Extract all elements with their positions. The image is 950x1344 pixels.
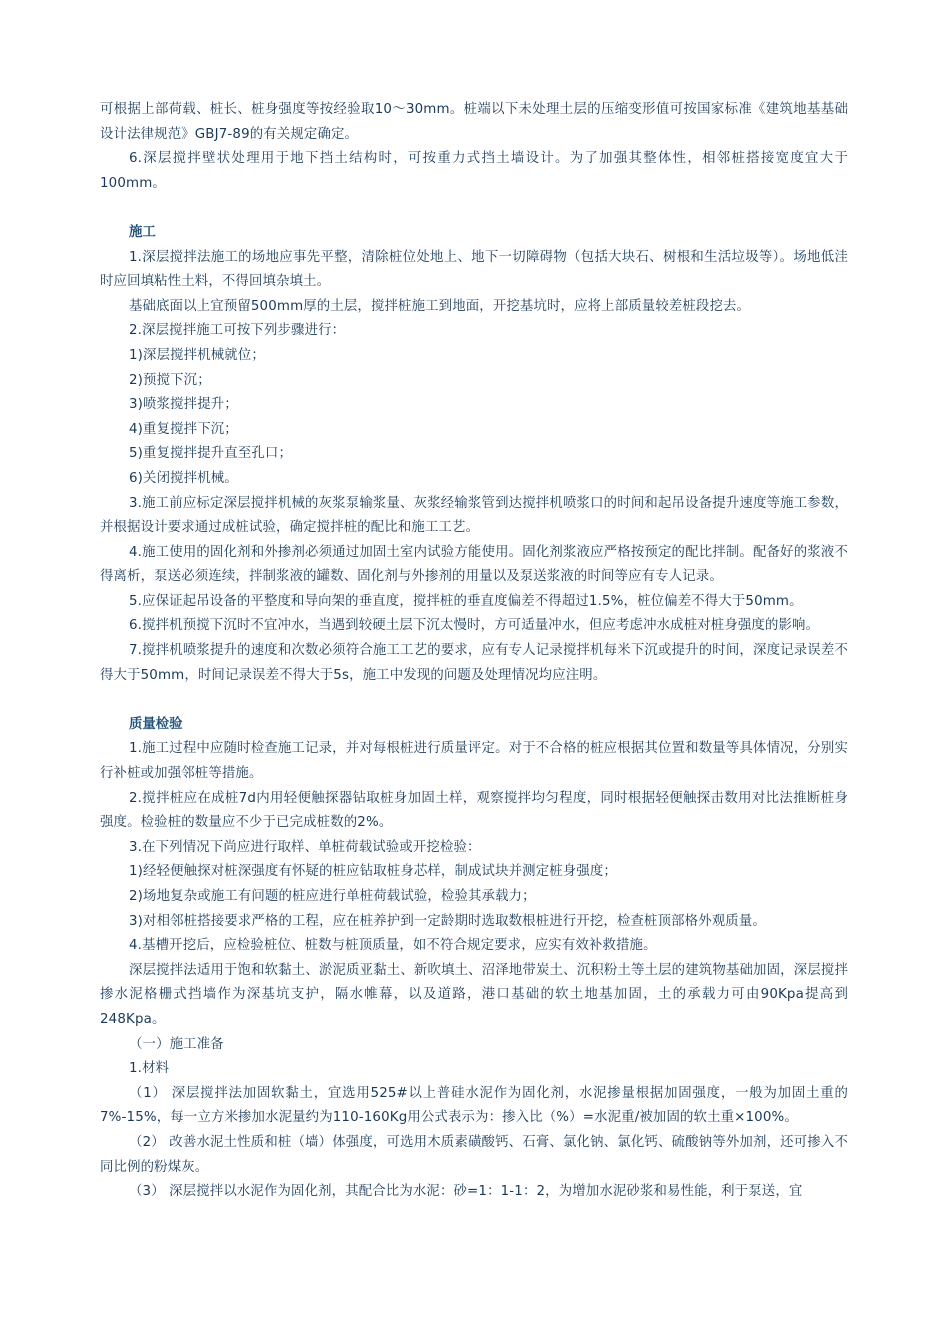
paragraph: 2.深层搅拌施工可按下列步骤进行： (129, 323, 346, 339)
paragraph: 4.施工使用的固化剂和外掺剂必须通过加固土室内试验方能使用。固化剂浆液应严格按预定的配比拌制。配备好的浆液不得离析，泵送必须连续，拌制浆液的罐数、固化剂与外掺剂的用量以及泵送浆液的时间等应有专人记录。 (100, 544, 848, 585)
paragraph: 基础底面以上宜预留500mm厚的土层，搅拌桩施工到地面，开挖基坑时，应将上部质量较差桩段挖去。 (129, 298, 751, 314)
paragraph: （1） 深层搅拌法加固软黏土，宜选用525#以上普硅水泥作为固化剂，水泥掺量根据加固强度，一般为加固土重的7%-15%，每一立方米掺加水泥量约为110-160Kg用公式表示为：掺入比（%）=水泥重/被加固的软土重×100%。 (100, 1085, 848, 1126)
paragraph: 7.搅拌机喷浆提升的速度和次数必须符合施工工艺的要求，应有专人记录搅拌机每米下沉或提升的时间，深度记录误差不得大于50mm，时间记录误差不得大于5s，施工中发现的问题及处理情况均应注明。 (100, 643, 848, 683)
list-item: 6)关闭搅拌机械。 (129, 470, 238, 486)
paragraph: 3.在下列情况下尚应进行取样、单桩荷载试验或开挖检验： (129, 839, 481, 855)
paragraph: 深层搅拌法适用于饱和软黏土、淤泥质亚黏土、新吹填土、沼泽地带炭土、沉积粉土等土层的建筑物基础加固，深层搅拌掺水泥格栅式挡墙作为深基坑支护，隔水帷幕，以及道路，港口基础的软土地基加固，土的承载力可由90Kpa提高到248Kpa。 (100, 962, 848, 1027)
paragraph: 6.搅拌机预搅下沉时不宜冲水，当遇到较硬土层下沉太慢时，方可适量冲水，但应考虑冲水成桩对桩身强度的影响。 (129, 618, 820, 634)
list-item: 3)喷浆搅拌提升； (129, 397, 238, 413)
section-heading-construction: 施工 (129, 224, 156, 240)
spacer (100, 688, 848, 713)
list-item: 2)场地复杂或施工有问题的桩应进行单桩荷载试验，检验其承载力； (129, 889, 536, 904)
subsection-title: 1.材料 (129, 1061, 170, 1077)
spacer (100, 196, 848, 221)
list-item: 4)重复搅拌下沉； (129, 421, 238, 437)
list-item: 5)重复搅拌提升直至孔口； (129, 446, 292, 462)
paragraph: 1.施工过程中应随时检查施工记录，并对每根桩进行质量评定。对于不合格的桩应根据其位置和数量等具体情况，分别实行补桩或加强邻桩等措施。 (100, 741, 848, 782)
list-item: 2)预搅下沉； (129, 372, 211, 388)
paragraph: （2） 改善水泥土性质和桩（墙）体强度，可选用木质素磺酸钙、石膏、氯化钠、氯化钙、硫酸钠等外加剂，还可掺入不同比例的粉煤灰。 (100, 1134, 848, 1175)
list-item: 3)对相邻桩搭接要求严格的工程，应在桩养护到一定龄期时选取数根桩进行开挖，检查桩顶部格外观质量。 (129, 913, 766, 929)
section-heading-quality: 质量检验 (129, 716, 183, 732)
list-item: 1)经轻便触探对桩深强度有怀疑的桩应钻取桩身芯样，制成试块并测定桩身强度； (129, 864, 617, 880)
list-item: 1)深层搅拌机械就位； (129, 347, 265, 363)
document-body (100, 98, 848, 1205)
subsection-title: （一）施工准备 (129, 1036, 224, 1052)
paragraph: 6.深层搅拌壁状处理用于地下挡土结构时，可按重力式挡土墙设计。为了加强其整体性，相邻桩搭接宽度宜大于100mm。 (100, 151, 848, 191)
paragraph: 5.应保证起吊设备的平整度和导向架的垂直度，搅拌桩的垂直度偏差不得超过1.5%，桩位偏差不得大于50mm。 (129, 593, 803, 609)
paragraph: 4.基槽开挖后，应检验桩位、桩数与桩顶质量，如不符合规定要求，应实有效补救措施。 (129, 938, 657, 954)
paragraph: 3.施工前应标定深层搅拌机械的灰浆泵输浆量、灰浆经输浆管到达搅拌机喷浆口的时间和起吊设备提升速度等施工参数，并根据设计要求通过成桩试验，确定搅拌桩的配比和施工工艺。 (100, 495, 848, 536)
paragraph: 1.深层搅拌法施工的场地应事先平整，清除桩位处地上、地下一切障碍物（包括大块石、树根和生活垃圾等）。场地低洼时应回填粘性土料，不得回填杂填土。 (100, 249, 848, 290)
paragraph: 可根据上部荷载、桩长、桩身强度等按经验取10～30mm。桩端以下未处理土层的压缩变形值可按国家标准《建筑地基基础设计法律规范》GBJ7-89的有关规定确定。 (100, 102, 848, 142)
paragraph: （3） 深层搅拌以水泥作为固化剂，其配合比为水泥：砂=1：1-1：2，为增加水泥砂浆和易性能，利于泵送，宜 (129, 1184, 803, 1200)
paragraph: 2.搅拌桩应在成桩7d内用轻便触探器钻取桩身加固土样，观察搅拌均匀程度，同时根据轻便触探击数用对比法推断桩身强度。检验桩的数量应不少于已完成桩数的2%。 (100, 790, 848, 831)
